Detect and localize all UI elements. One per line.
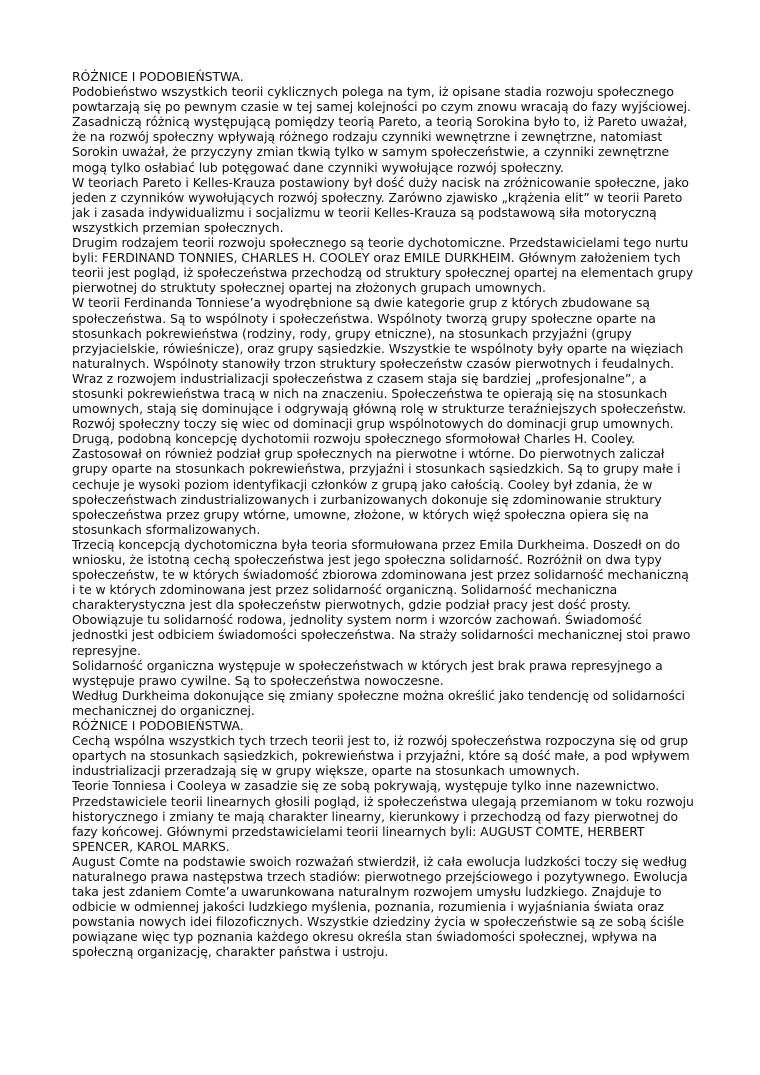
paragraph: Zasadniczą różnicą występującą pomiędzy teorią Pareto, a teorią Sorokina było to, iż Pareto uważał, że na rozwój społeczny wpływają różnego rodzaju czynniki wewnętrzne i zewnętrzne, natomiast Sorokin uważał, że przyczyny zmian tkwią tylko w samym społeczeństwie, a czynniki zewnętrzne mogą tylko osłabiać lub potęgować dane czynniki wywołujące rozwój społeczny. xyxy=(72,114,688,175)
paragraph: W teorii Ferdinanda Tonniese’a wyodrębnione są dwie kategorie grup z których zbudowane są społeczeństwa. Są to wspólnoty i społeczeństwa. Wspólnoty tworzą grupy społeczne oparte na stosunkach pokrewieństwa (rodziny, rody, grupy etniczne), na stosunkach przyjaźni (grupy przyjacielskie, rówieśnicze), oraz grupy sąsiedzkie. Wszystkie te wspólnoty były oparte na więziach naturalnych. Wspólnoty stanowiły trzon struktury społeczeństw czasów pierwotnych i feudalnych. Wraz z rozwojem industrializacji społeczeństwa z czasem staja się bardziej „profesjonalne”, a stosunki pokrewieństwa tracą w nich na znaczeniu. Społeczeństwa te opierają się na stosunkach umownych, stają się dominujące i odgrywają główną rolę w strukturze teraźniejszych społeczeństw. Rozwój społeczny toczy się wiec od dominacji grup wspólnotowych do dominacji grup umownych. xyxy=(72,295,687,432)
paragraph: Drugą, podobną koncepcję dychotomii rozwoju społecznego sformołował Charles H. Cooley. Zastosował on również podział grup społecznych na pierwotne i wtórne. Do pierwotnych zaliczał grupy oparte na stosunkach pokrewieństwa, przyjaźni i stosunkach sąsiedzkich. Są to grupy małe i cechuje je wysoki poziom identyfikacji członków z grupą jako całością. Cooley był zdania, że w społeczeństwach zindustrializowanych i zurbanizowanych dokonuje się zdominowanie struktury społeczeństwa przez grupy wtórne, umowne, złożone, w których więź społeczna opiera się na stosunkach sformalizowanych. xyxy=(72,431,681,537)
section-heading: RÓŻNICE I PODOBIEŃSTWA. xyxy=(72,718,244,734)
paragraph: Podobieństwo wszystkich teorii cyklicznych polega na tym, iż opisane stadia rozwoju społecznego powtarzają się po pewnym czasie w tej samej kolejności po czym znowu wracają do fazy wyjściowej. xyxy=(72,84,691,115)
paragraph: Drugim rodzajem teorii rozwoju społecznego są teorie dychotomiczne. Przedstawicielami tego nurtu byli: FERDINAND TONNIES, CHARLES H. COOLEY oraz EMILE DURKHEIM. Głównym założeniem tych teorii jest pogląd, iż społeczeństwa przechodzą od struktury społecznej opartej na elementach grupy pierwotnej do struktuty społecznej opartej na złożonych grupach umownych. xyxy=(72,235,694,296)
paragraph: Cechą wspólna wszystkich tych trzech teorii jest to, iż rozwój społeczeństwa rozpoczyna się od grup opartych na stosunkach sąsiedzkich, pokrewieństwa i przyjaźni, które są dość małe, a pod wpływem industrializacji przeradzają się w grupy większe, oparte na stosunkach umownych. xyxy=(72,733,690,779)
section-heading: RÓŻNICE I PODOBIEŃSTWA. xyxy=(72,69,244,84)
paragraph: August Comte na podstawie swoich rozważań stwierdził, iż cała ewolucja ludzkości toczy się według naturalnego prawa następstwa trzech stadiów: pierwotnego przejściowego i pozytywnego. Ewolucja taka jest zdaniem Comte’a uwarunkowana naturalnym rozwojem umysłu ludzkiego. Znajduje to odbicie w odmiennej jakości ludzkiego myślenia, poznania, rozumienia i wyjaśniania świata oraz powstania nowych idei filozoficznych. Wszystkie dziedziny życia w społeczeństwie są ze sobą ściśle powiązane więc typ poznania każdego okresu określa stan świadomości społecznej, wpływa na społeczną organizację, charakter państwa i ustroju. xyxy=(72,853,688,960)
paragraph: Trzecią koncepcją dychotomiczna była teoria sformułowana przez Emila Durkheima. Doszedł on do wniosku, że istotną cechą społeczeństwa jest jego społeczna solidarność. Rozróżnił on dwa typy społeczeństw, te w których świadomość zbiorowa zdominowana jest przez solidarność mechaniczną i te w których zdominowana jest przez solidarność organiczną. Solidarność mechaniczna charakterystyczna jest dla społeczeństw pierwotnych, gdzie podział pracy jest dość prosty. Obowiązuje tu solidarność rodowa, jednolity system norm i wzorców zachowań. Świadomość jednostki jest odbiciem świadomości społeczeństwa. Na straży solidarności mechanicznej stoi prawo represyjne. xyxy=(72,536,691,658)
paragraph: Według Durkheima dokonujące się zmiany społeczne można określić jako tendencję od solidarności mechanicznej do organicznej. xyxy=(72,687,685,718)
paragraph: Przedstawiciele teorii linearnych głosili pogląd, iż społeczeństwa ulegają przemianom w toku rozwoju historycznego i zmiany te mają charakter linearny, kierunkowy i przechodzą od fazy pierwotnej do fazy końcowej. Głównymi przedstawicielami teorii linearnych byli: AUGUST COMTE, HERBERT SPENCER, KAROL MARKS. xyxy=(72,793,694,854)
paragraph: W teoriach Pareto i Kelles-Krauza postawiony był dość duży nacisk na zróżnicowanie społeczne, jako jeden z czynników wywołujących rozwój społeczny. Zarówno zjawisko „krążenia elit” w teorii Pareto jak i zasada indywidualizmu i socjalizmu w teorii Kelles-Krauza są podstawową siła motoryczną wszystkich przemian społecznych. xyxy=(72,174,689,235)
paragraph: Teorie Tonniesa i Cooleya w zasadzie się ze sobą pokrywają, występuje tylko inne nazewnictwo. xyxy=(72,778,660,794)
paragraph: Solidarność organiczna występuje w społeczeństwach w których jest brak prawa represyjnego a występuje prawo cywilne. Są to społeczeństwa nowoczesne. xyxy=(72,657,663,688)
document-page xyxy=(72,69,694,960)
